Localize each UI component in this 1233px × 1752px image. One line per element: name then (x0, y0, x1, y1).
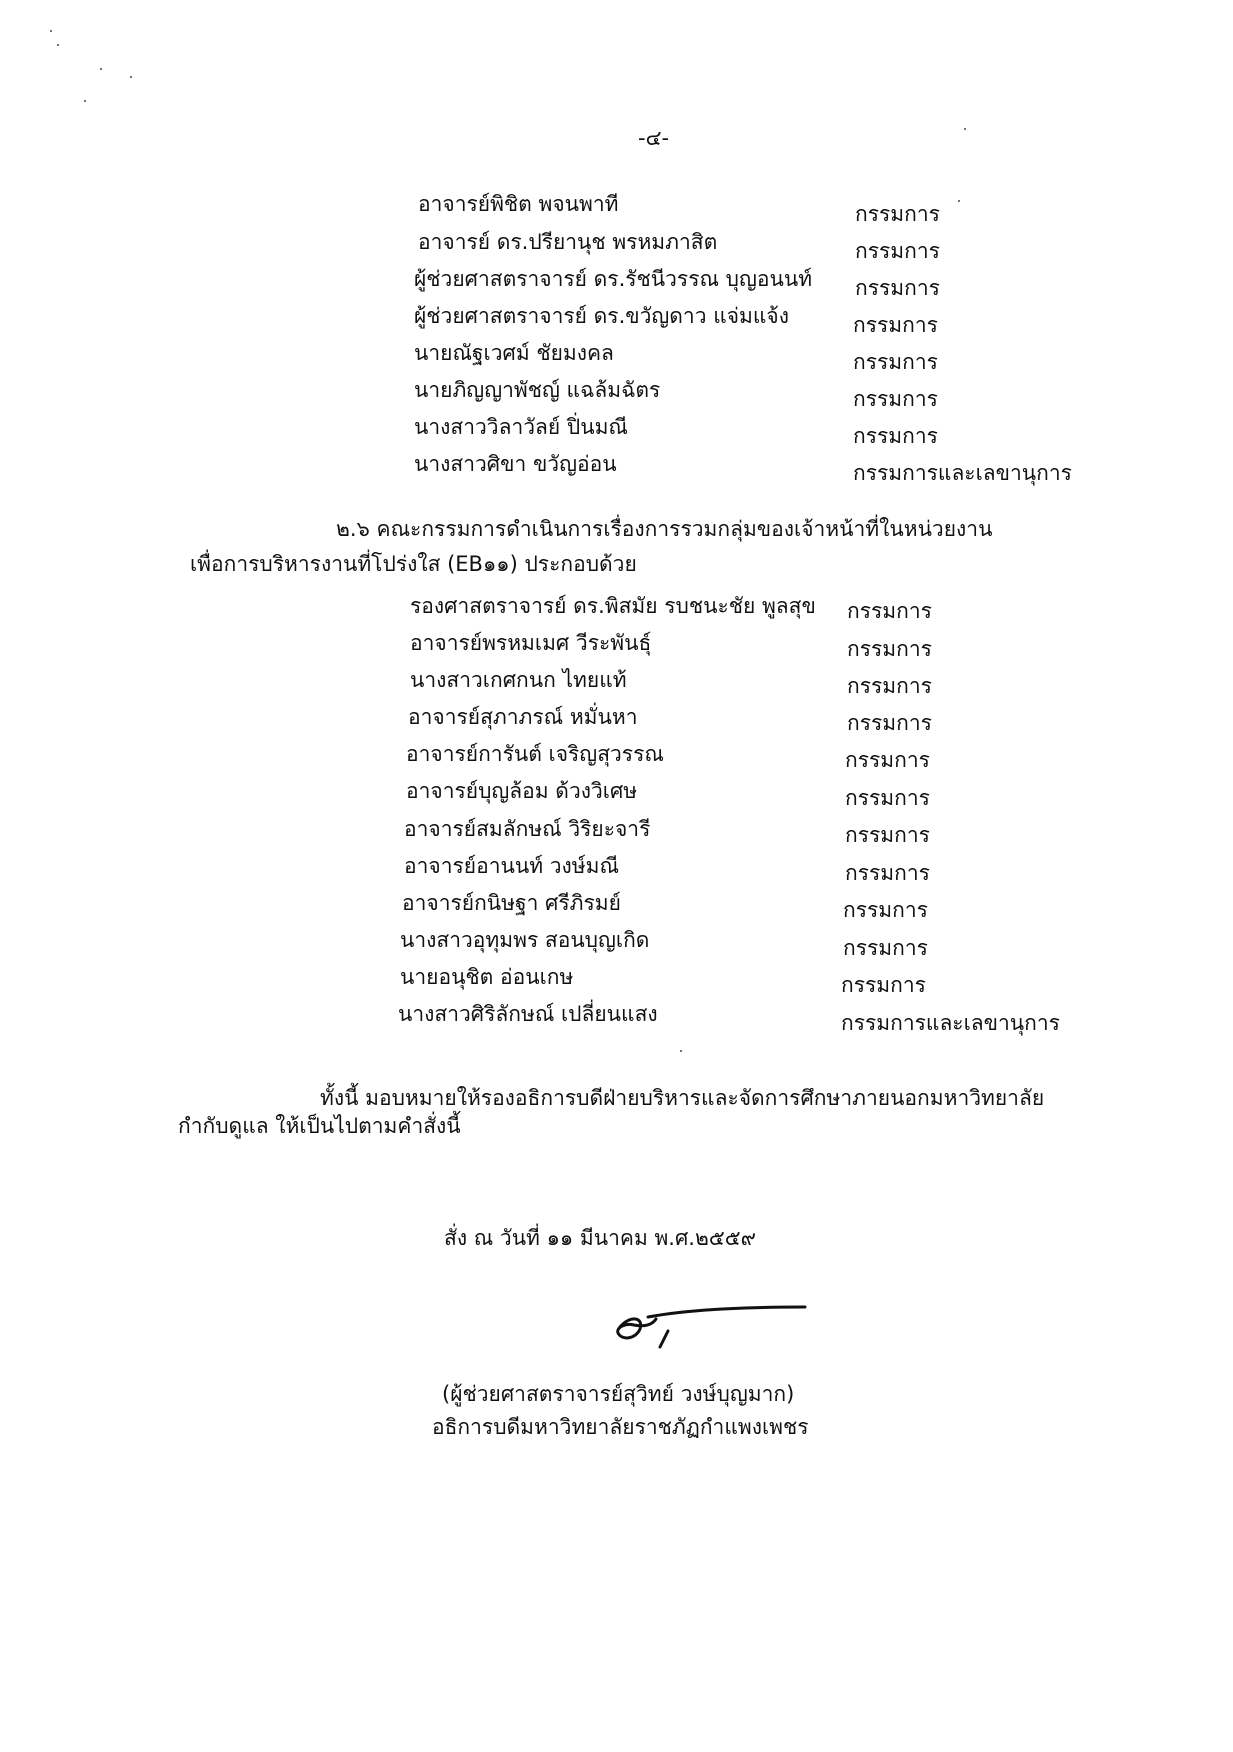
member-name: นายอนุชิต อ่อนเกษ (400, 965, 574, 989)
member-role: กรรมการ (847, 637, 932, 661)
member-name: ผู้ช่วยศาสตราจารย์ ดร.รัชนีวรรณ บุญอนนท์ (414, 267, 813, 291)
handwritten-signature (600, 1295, 820, 1355)
scan-speck (958, 200, 960, 202)
member-role: กรรมการและเลขานุการ (853, 461, 1072, 485)
member-name: อาจารย์การันต์ เจริญสุวรรณ (406, 742, 664, 766)
member-role: กรรมการ (855, 276, 940, 300)
closing-line1: ทั้งนี้ มอบหมายให้รองอธิการบดีฝ่ายบริหารและจัดการศึกษาภายนอกมหาวิทยาลัย (320, 1086, 1045, 1110)
member-name: รองศาสตราจารย์ ดร.พิสมัย รบชนะชัย พูลสุข (410, 594, 816, 618)
member-role: กรรมการ (853, 350, 938, 374)
scan-speck (130, 76, 132, 78)
member-role: กรรมการ (847, 599, 932, 623)
member-name: นางสาวอุทุมพร สอนบุญเกิด (400, 928, 650, 952)
member-role: กรรมการ (843, 936, 928, 960)
member-role: กรรมการ (853, 424, 938, 448)
order-date: สั่ง ณ วันที่ ๑๑ มีนาคม พ.ศ.๒๕๕๙ (444, 1226, 756, 1250)
scan-speck (50, 30, 52, 32)
signer-name: (ผู้ช่วยศาสตราจารย์สุวิทย์ วงษ์บุญมาก) (442, 1382, 795, 1406)
member-role: กรรมการ (855, 202, 940, 226)
member-role: กรรมการ (847, 674, 932, 698)
closing-line2: กำกับดูแล ให้เป็นไปตามคำสั่งนี้ (178, 1114, 461, 1138)
scan-speck (100, 68, 102, 70)
member-name: อาจารย์พิชิต พจนพาที (418, 192, 619, 216)
signer-title: อธิการบดีมหาวิทยาลัยราชภัฏกำแพงเพชร (432, 1415, 809, 1439)
scan-speck (964, 128, 966, 130)
member-name: อาจารย์อานนท์ วงษ์มณี (404, 854, 619, 878)
member-name: อาจารย์กนิษฐา ศรีภิรมย์ (402, 891, 621, 915)
scan-speck (57, 44, 59, 46)
member-role: กรรมการ (841, 973, 926, 997)
member-name: นางสาวเกศกนก ไทยแท้ (410, 668, 627, 692)
member-name: อาจารย์ ดร.ปรียานุช พรหมภาสิต (418, 230, 718, 254)
member-role: กรรมการและเลขานุการ (841, 1011, 1060, 1035)
member-role: กรรมการ (845, 861, 930, 885)
member-role: กรรมการ (843, 898, 928, 922)
member-name: นายภิญญาพัชญ์ แฉล้มฉัตร (414, 378, 661, 402)
member-name: นายณัฐเวศม์ ชัยมงคล (414, 341, 614, 365)
member-role: กรรมการ (853, 313, 938, 337)
member-role: กรรมการ (855, 239, 940, 263)
section-heading-line1: ๒.๖ คณะกรรมการดำเนินการเรื่องการรวมกลุ่มของเจ้าหน้าที่ในหน่วยงาน (336, 517, 993, 541)
member-name: อาจารย์บุญล้อม ด้วงวิเศษ (406, 779, 638, 803)
section-heading-line2: เพื่อการบริหารงานที่โปร่งใส (EB๑๑) ประกอบด้วย (190, 552, 637, 576)
member-name: นางสาวศิขา ขวัญอ่อน (414, 452, 617, 476)
member-role: กรรมการ (853, 387, 938, 411)
member-role: กรรมการ (845, 748, 930, 772)
member-name: นางสาววิลาวัลย์ ปิ่นมณี (414, 415, 628, 439)
scan-speck (84, 100, 86, 102)
member-name: อาจารย์สุภาภรณ์ หมั่นหา (408, 705, 638, 729)
member-role: กรรมการ (845, 786, 930, 810)
member-name: อาจารย์สมลักษณ์ วิริยะจารี (404, 817, 651, 841)
member-name: ผู้ช่วยศาสตราจารย์ ดร.ขวัญดาว แจ่มแจ้ง (414, 304, 789, 328)
member-role: กรรมการ (847, 711, 932, 735)
member-name: อาจารย์พรหมเมศ วีระพันธุ์ (410, 631, 652, 655)
member-name: นางสาวศิริลักษณ์ เปลี่ยนแสง (398, 1002, 658, 1026)
scan-speck (680, 1050, 682, 1052)
member-role: กรรมการ (845, 823, 930, 847)
page-number: -๔- (638, 126, 670, 150)
